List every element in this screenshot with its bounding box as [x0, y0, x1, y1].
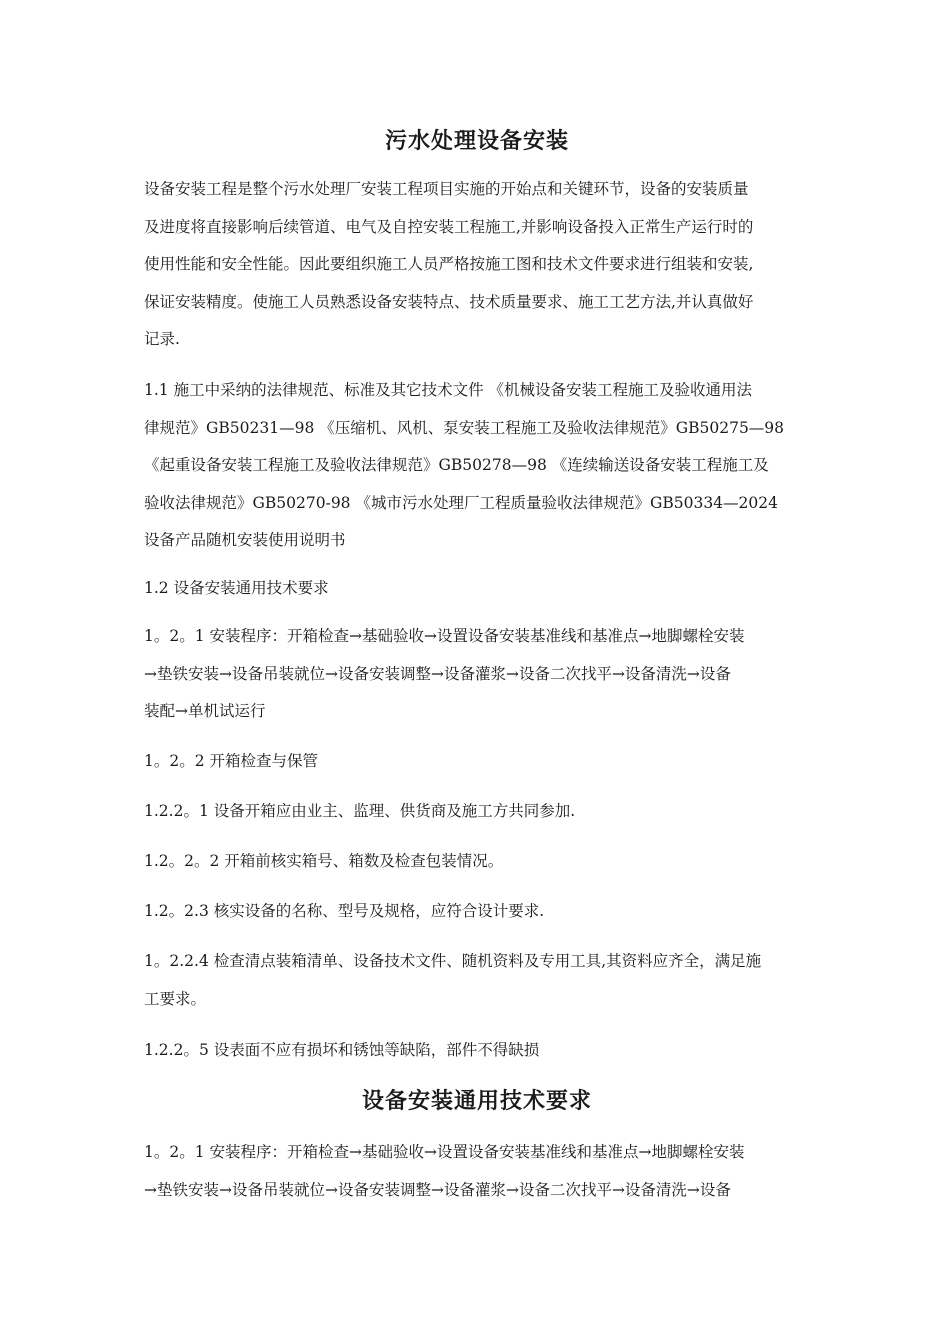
section-1-2-1-line: →垫铁安装→设备吊装就位→设备安装调整→设备灌浆→设备二次找平→设备清洗→设备	[144, 664, 731, 683]
section-1-2-2-5-text: 1.2.2。5 设表面不应有损坏和锈蚀等缺陷，部件不得缺损	[144, 1041, 540, 1059]
section-1-2-1-repeat-line: →垫铁安装→设备吊装就位→设备安装调整→设备灌浆→设备二次找平→设备清洗→设备	[144, 1180, 731, 1199]
section-1-2-2-3-paragraph	[144, 893, 810, 931]
section-1-2-2-1-paragraph	[144, 793, 810, 831]
secondary-title: 设备安装通用技术要求	[361, 1088, 592, 1114]
section-1-2-2-2-paragraph	[144, 843, 810, 881]
section-1-2-1-line: 1。2。1 安装程序：开箱检查→基础验收→设置设备安装基准线和基准点→地脚螺栓安装	[144, 627, 745, 645]
section-1-1-line: 律规范》GB50231—98 《压缩机、风机、泵安装工程施工及验收法律规范》GB50275—98	[144, 418, 785, 437]
section-1-2-2-heading	[144, 743, 810, 781]
section-1-1-line: 验收法律规范》GB50270-98 《城市污水处理厂工程质量验收法律规范》GB50334—2024	[144, 493, 778, 512]
section-1-1-paragraph	[144, 372, 810, 560]
section-1-2-2-2-text: 1.2。2。2 开箱前核实箱号、箱数及检查包装情况。	[144, 852, 504, 870]
section-1-2-1-repeat-line: 1。2。1 安装程序：开箱检查→基础验收→设置设备安装基准线和基准点→地脚螺栓安装	[144, 1143, 745, 1161]
section-1-2-heading	[144, 570, 810, 608]
section-1-2-2-text: 1。2。2 开箱检查与保管	[144, 752, 319, 770]
intro-line: 使用性能和安全性能。因此要组织施工人员严格按施工图和技术文件要求进行组装和安装,	[144, 255, 754, 273]
section-1-2-2-5-paragraph	[144, 1032, 810, 1070]
intro-line: 及进度将直接影响后续管道、电气及自控安装工程施工,并影响设备投入正常生产运行时的	[144, 217, 754, 236]
section-1-2-2-1-text: 1.2.2。1 设备开箱应由业主、监理、供货商及施工方共同参加.	[144, 802, 576, 820]
intro-paragraph	[144, 171, 810, 359]
intro-line: 设备安装工程是整个污水处理厂安装工程项目实施的开始点和关键环节，设备的安装质量	[144, 180, 749, 198]
section-1-1-line: 《起重设备安装工程施工及验收法律规范》GB50278—98 《连续输送设备安装工程施工及	[144, 456, 769, 474]
section-1-2-2-4-line: 1。2.2.4 检查清点装箱清单、设备技术文件、随机资料及专用工具,其资料应齐全，满足施	[144, 952, 762, 970]
section-1-1-line: 设备产品随机安装使用说明书	[144, 531, 346, 549]
intro-line: 保证安装精度。使施工人员熟悉设备安装特点、技术质量要求、施工工艺方法,并认真做好	[144, 292, 754, 311]
section-1-2-2-4-line: 工要求。	[144, 989, 207, 1008]
section-1-1-line: 1.1 施工中采纳的法律规范、标准及其它技术文件 《机械设备安装工程施工及验收通用法	[144, 381, 753, 399]
section-1-2-1-line: 装配→单机试运行	[144, 702, 266, 720]
intro-line: 记录.	[144, 330, 180, 348]
section-1-2-2-3-text: 1.2。2.3 核实设备的名称、型号及规格，应符合设计要求.	[144, 902, 545, 920]
section-1-2-1-paragraph	[144, 618, 810, 731]
section-1-2-1-repeat-paragraph	[144, 1134, 810, 1209]
document-title: 污水处理设备安装	[384, 128, 569, 154]
section-1-2-2-4-paragraph	[144, 943, 810, 1018]
section-1-2-text: 1.2 设备安装通用技术要求	[144, 579, 329, 597]
